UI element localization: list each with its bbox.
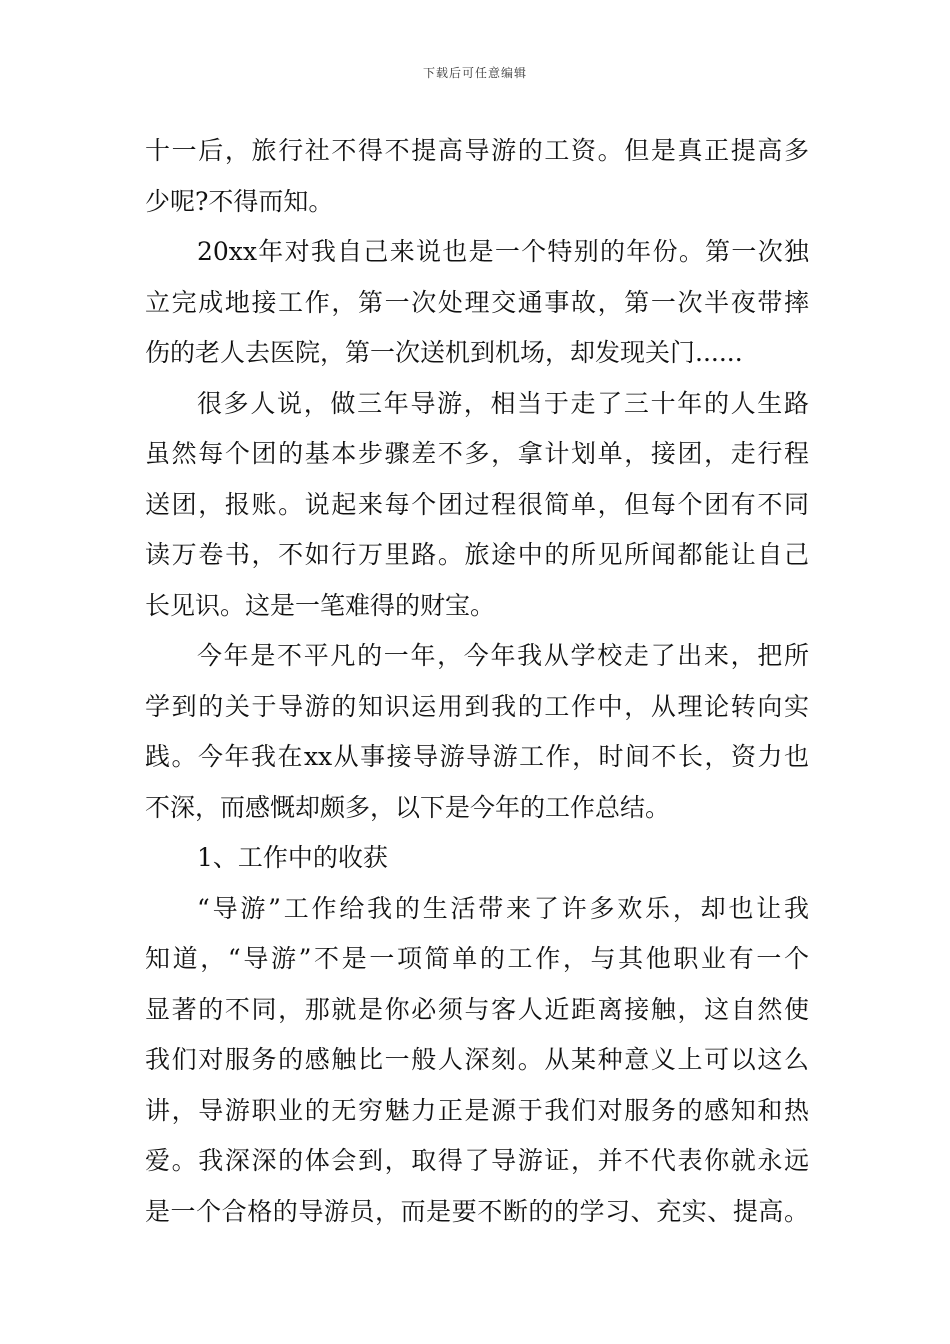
text-line: 十一后，旅行社不得不提高导游的工资。但是真正提高多 (145, 136, 809, 165)
text-line: 知道，“导游”不是一项简单的工作，与其他职业有一个 (145, 944, 809, 973)
text-line: 我们对服务的感触比一般人深刻。从某种意义上可以这么 (145, 1045, 809, 1074)
document-body (145, 126, 809, 1237)
text-line: 讲，导游职业的无穷魅力正是源于我们对服务的感知和热 (145, 1095, 809, 1125)
text-line: 很多人说，做三年导游，相当于走了三十年的人生路 (197, 388, 809, 418)
text-line: 不深，而感慨却颇多，以下是今年的工作总结。 (145, 792, 671, 822)
text-line: 践。今年我在xx从事接导游导游工作，时间不长，资力也 (145, 742, 809, 771)
page-header-note: 下载后可任意编辑 (422, 66, 527, 80)
section-heading: 1、工作中的收获 (197, 843, 388, 872)
text-line: 少呢?不得而知。 (145, 186, 334, 216)
text-line: 学到的关于导游的知识运用到我的工作中，从理论转向实 (145, 691, 809, 721)
text-line: 立完成地接工作，第一次处理交通事故，第一次半夜带摔 (145, 287, 809, 317)
text-line: 20xx年对我自己来说也是一个特别的年份。第一次独 (197, 237, 809, 266)
text-line: 伤的老人去医院，第一次送机到机场，却发现关门...... (145, 338, 743, 367)
text-line: 虽然每个团的基本步骤差不多，拿计划单，接团，走行程 (145, 439, 809, 468)
text-line: 读万卷书，不如行万里路。旅途中的所见所闻都能让自己 (145, 540, 809, 569)
text-line: 显著的不同，那就是你必须与客人近距离接触，这自然使 (145, 994, 809, 1024)
text-line: 是一个合格的导游员，而是要不断的的学习、充实、提高。 (145, 1196, 809, 1226)
text-line: 今年是不平凡的一年，今年我从学校走了出来，把所 (197, 641, 809, 670)
text-line: “导游”工作给我的生活带来了许多欢乐，却也让我 (197, 893, 809, 923)
text-line: 送团，报账。说起来每个团过程很简单，但每个团有不同 (145, 489, 809, 519)
text-line: 爱。我深深的体会到，取得了导游证，并不代表你就永远 (145, 1146, 809, 1175)
text-line: 长见识。这是一笔难得的财宝。 (145, 590, 496, 620)
